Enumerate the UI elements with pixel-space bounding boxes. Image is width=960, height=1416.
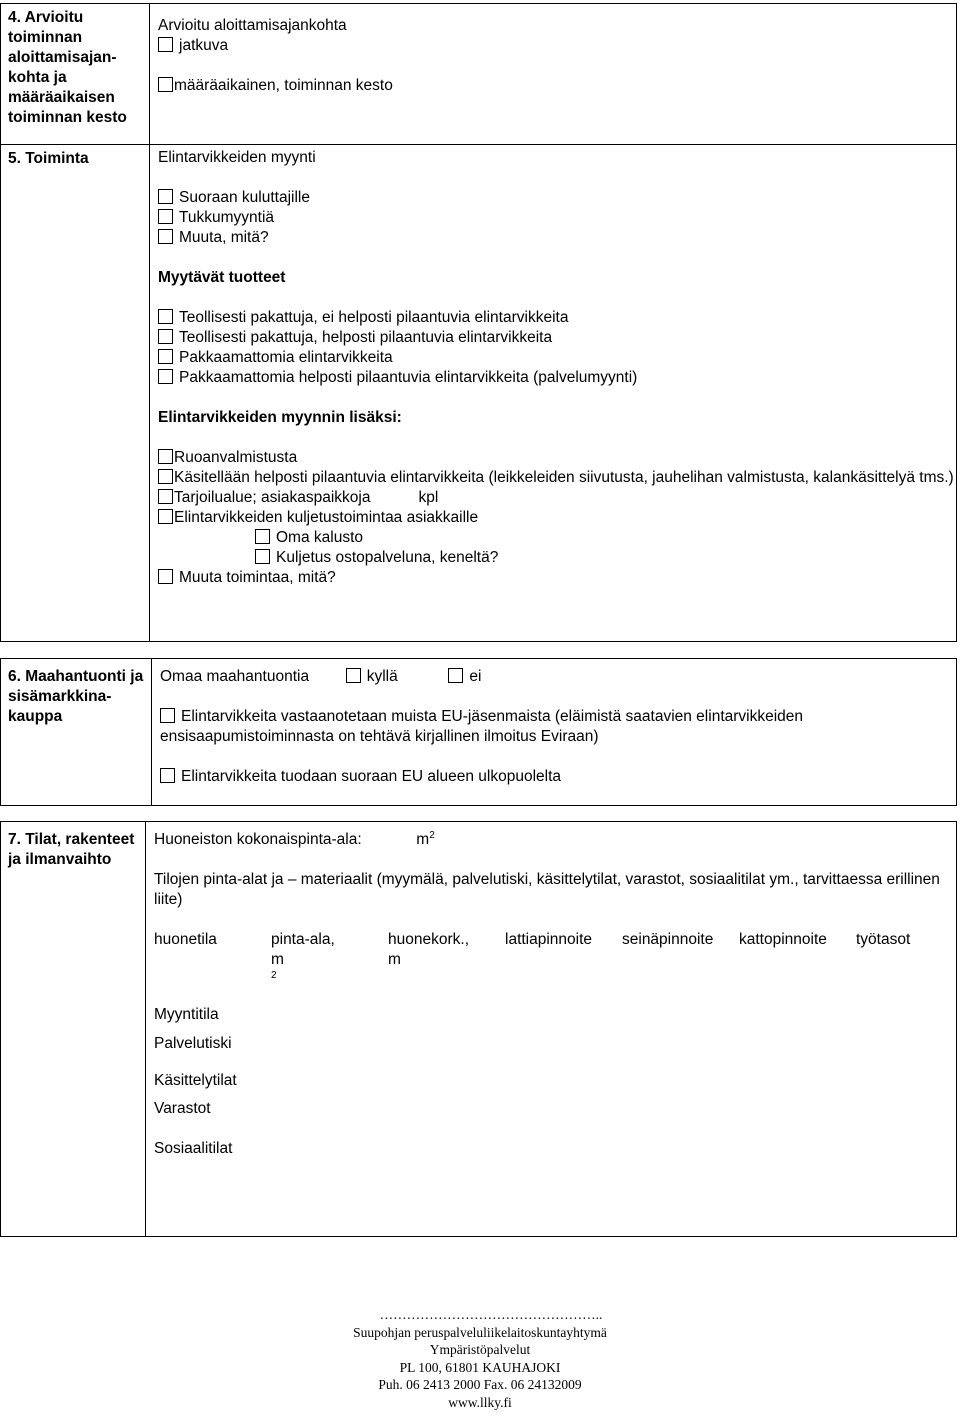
rooms-list xyxy=(154,998,956,1163)
section-7-label: 7. Tilat, rakenteet ja ilmanvaihto xyxy=(1,822,146,1237)
checkbox[interactable] xyxy=(158,369,173,384)
room-row: Palvelutiski xyxy=(154,1035,232,1052)
extras-heading: Elintarvikkeiden myynnin lisäksi: xyxy=(158,409,402,426)
product-option: Pakkaamattomia elintarvikkeita xyxy=(158,348,956,368)
section-6-label: 6. Maahantuonti ja sisämarkkina-kauppa xyxy=(1,659,152,806)
checkbox-no[interactable] xyxy=(448,668,463,683)
checkbox[interactable] xyxy=(158,329,173,344)
checkbox[interactable] xyxy=(160,768,175,783)
start-time-title: Arvioitu aloittamisajankohta xyxy=(158,17,347,34)
col-area: pinta-ala, m $^2$ xyxy=(271,931,335,981)
section-7-content xyxy=(146,822,957,1237)
checkbox[interactable] xyxy=(158,229,173,244)
checkbox[interactable] xyxy=(158,189,173,204)
checkbox[interactable] xyxy=(158,77,173,92)
footer-dept: Ympäristöpalvelut xyxy=(429,1342,531,1357)
sales-title: Elintarvikkeiden myynti xyxy=(158,149,316,166)
footer xyxy=(0,1306,960,1411)
products-heading: Myytävät tuotteet xyxy=(158,269,286,286)
product-option: Teollisesti pakattuja, helposti pilaantuvia elintarvikkeita xyxy=(158,328,956,348)
section-5-row xyxy=(1,145,957,642)
section-5-label: 5. Toiminta xyxy=(1,145,150,642)
footer-web[interactable]: www.llky.fi xyxy=(448,1394,512,1410)
own-import-row: Omaa maahantuontia kyllä ei xyxy=(160,668,482,685)
room-row: Varastot xyxy=(154,1100,211,1117)
delivery-outsourced: Kuljetus ostopalveluna, keneltä? xyxy=(158,548,956,568)
section-6-content xyxy=(152,659,957,806)
checkbox[interactable] xyxy=(255,529,270,544)
checkbox[interactable] xyxy=(158,509,173,524)
room-row: Käsittelytilat xyxy=(154,1072,237,1089)
footer-dots: ………………………………………….. xyxy=(379,1307,603,1322)
non-eu-import-option: Elintarvikkeita tuodaan suoraan EU alueen ulkopuolelta xyxy=(160,767,956,787)
col-ceiling: kattopinnoite xyxy=(739,931,827,948)
eu-import-option: Elintarvikkeita vastaanotetaan muista EU-jäsenmaista (eläimistä saatavien elintarvikkeiden ensisaapumistoiminnasta on tehtävä kirjallinen ilmoitus Eviraan) xyxy=(160,708,804,745)
section-5-content xyxy=(150,145,957,642)
extra-serving-area: Tarjoilualue; asiakaspaikkoja kpl xyxy=(158,488,956,508)
section-4-row xyxy=(1,4,957,145)
sale-option: Suoraan kuluttajille xyxy=(158,188,956,208)
extra-other: Muuta toimintaa, mitä? xyxy=(158,568,956,588)
footer-org: Suupohjan peruspalveluliikelaitoskuntayhtymä xyxy=(353,1324,607,1340)
delivery-own-fleet: Oma kalusto xyxy=(158,528,956,548)
area-unit: m xyxy=(416,831,430,848)
form-table-sections-4-5 xyxy=(0,3,957,642)
form-table-section-7 xyxy=(0,821,957,1237)
footer-phone: Puh. 06 2413 2000 Fax. 06 24132009 xyxy=(378,1377,582,1392)
option-fixed-term: määräaikainen, toiminnan kesto xyxy=(158,76,956,96)
checkbox[interactable] xyxy=(158,489,173,504)
spaces-table-header xyxy=(154,930,956,990)
checkbox[interactable] xyxy=(160,708,175,723)
sale-option: Muuta, mitä? xyxy=(158,228,956,248)
spaces-description: Tilojen pinta-alat ja – materiaalit (myymälä, palvelutiski, käsittelytilat, varastot, sosiaalitilat ym., tarvittaessa erillinen liite) xyxy=(154,871,940,908)
col-floor: lattiapinnoite xyxy=(505,931,593,948)
section-7-row xyxy=(1,822,957,1237)
product-option: Pakkaamattomia helposti pilaantuvia elintarvikkeita (palvelumyynti) xyxy=(158,368,956,388)
col-room: huonetila xyxy=(154,931,217,948)
checkbox[interactable] xyxy=(158,449,173,464)
extra-food-prep: Ruoanvalmistusta xyxy=(158,448,956,468)
checkbox[interactable] xyxy=(255,549,270,564)
product-option: Teollisesti pakattuja, ei helposti pilaantuvia elintarvikkeita xyxy=(158,308,956,328)
seats-unit: kpl xyxy=(418,489,439,506)
extra-handling: Käsitellään helposti pilaantuvia elintarvikkeita (leikkeleiden siivutusta, jauhelihan valmistusta, kalankäsittelyä tms.) xyxy=(158,468,956,488)
footer-address: PL 100, 61801 KAUHAJOKI xyxy=(399,1359,561,1375)
section-6-row xyxy=(1,659,957,806)
checkbox[interactable] xyxy=(158,309,173,324)
room-row: Sosiaalitilat xyxy=(154,1140,233,1157)
sale-option: Tukkumyyntiä xyxy=(158,208,956,228)
checkbox-yes[interactable] xyxy=(346,668,361,683)
checkbox[interactable] xyxy=(158,569,173,584)
checkbox[interactable] xyxy=(158,209,173,224)
form-table-section-6 xyxy=(0,658,957,806)
section-4-label: 4. Arvioitu toiminnan aloittamisajan-kohta ja määräaikaisen toiminnan kesto xyxy=(1,4,150,145)
col-wall: seinäpinnoite xyxy=(622,931,714,948)
col-height: huonekork., m xyxy=(388,931,469,968)
room-row: Myyntitila xyxy=(154,1006,219,1023)
total-area-row: Huoneiston kokonaispinta-ala: $m^2$ xyxy=(154,830,435,848)
checkbox[interactable] xyxy=(158,469,173,484)
col-counters: työtasot xyxy=(856,931,911,948)
section-4-content xyxy=(150,4,957,145)
checkbox[interactable] xyxy=(158,349,173,364)
option-continuous: jatkuva xyxy=(158,36,956,56)
checkbox[interactable] xyxy=(158,37,173,52)
extra-delivery: Elintarvikkeiden kuljetustoimintaa asiakkaille xyxy=(158,508,956,528)
